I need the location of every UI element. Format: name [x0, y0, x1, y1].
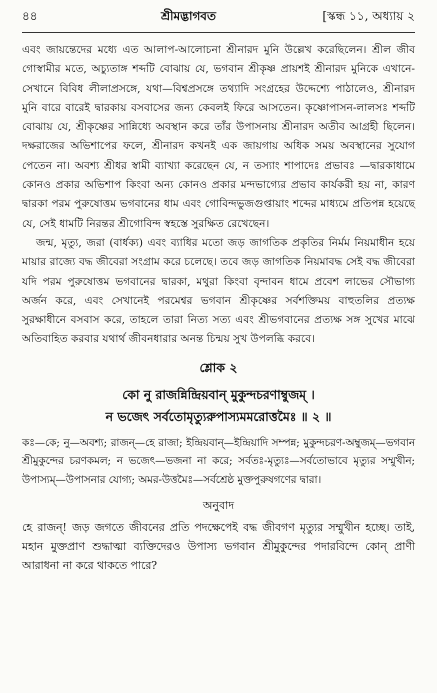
page-header — [22, 8, 415, 30]
verse-line-2: ন ভজেৎ সর্বতোমৃত্যুরুপাস্যমমরোত্তমৈঃ ॥ ২ ॥ — [105, 408, 332, 424]
purport-paragraph-1: এবং জায়ন্তেদের মধ্যে এত আলাপ-আলোচনা শ্রীনারদ মুনি উল্লেখ করেছিলেন। শ্রীল জীব গোস্বামীর মতে, অচ্যুতাঙ্গ শব্দটি বোঝায় যে, ভগবান শ্রীকৃষ্ণ প্রায়শই শ্রীনারদ মুনিকে এখানে-সেখানে বিবিধ লীলাপ্রসঙ্গে, যথা—বিশ্বপ্রসঙ্গে তথ্যাদি সংগ্রহের উদ্দেশ্যে পাঠালেও, শ্রীনারদ মুনি বারে বারেই দ্বারকায় বসবাসের জন্য কেবলই ফিরে আসতেন। কৃষ্ণোপাসন-লালসঃ শব্দটি বোঝায় যে, শ্রীকৃষ্ণের সান্নিধ্যে অবস্থান করে তাঁর উপাসনায় শ্রীনারদ অতীব আগ্রহী ছিলেন। দক্ষরাজের অভিশাপের ফলে, শ্রীনারদ কখনই এক জায়গায় অধিক সময় অবস্থানের সুযোগ পেতেন না। অবশ্য শ্রীধর স্বামী ব্যাখ্যা করেছেন যে, ন তস্যাং শাপাদেঃ প্রভাবঃ —দ্বারকাধামে কোনও প্রকার অভিশাপ কিংবা অন্য কোনও প্রকার মন্দভাগ্যের প্রভাব কার্যকরী হয় না, কারণ দ্বারকা পরম পুরুষোত্তম ভগবানের ধাম এবং গোবিন্দভুজগুপ্তায়াং শব্দের মাধ্যমে প্রতিপন্ন হয়েছে যে, সেই ধামটি নিরন্তর শ্রীগোবিন্দ স্বহস্তে সুরক্ষিত রেখেছেন। — [22, 44, 415, 230]
verse-line-1: কো নু রাজন্নিন্দ্রিয়বান্ মুকুন্দচরণাম্বুজম্ । — [122, 386, 315, 402]
header-divider — [22, 32, 415, 33]
purport-paragraph-2: জন্ম, মৃত্যু, জরা (বার্ধক্য) এবং ব্যাধির মতো জড় জাগতিক প্রকৃতির নির্মম নিয়মাধীন হয়ে মায়ার রাজ্যে বদ্ধ জীবেরা সংগ্রাম করে চলেছে। তবে জড় জাগতিক নিয়মাবদ্ধ সেই বদ্ধ জীবেরা যদি পরম পুরুষোত্তম ভগবানের দ্বারকা, মথুরা কিংবা বৃন্দাবন ধামে প্রবেশ লাভের সৌভাগ্য অর্জন করে, এবং সেখানেই পরমেশ্বর ভগবান শ্রীকৃষ্ণের সর্বশক্তিময় বাহুতলির প্রত্যক্ষ সুরক্ষাধীনে বসবাস করে, তাহলে তারা নিত্য সত্য এবং শ্রীভগবানের প্রত্যক্ষ সঙ্গ সুখের মাঝে অতিবাহিত করবার যথার্থ জীবনধারার অনন্ত চিন্ময় সুখ উপলব্ধি করবে। — [22, 236, 415, 346]
translation-heading: অনুবাদ — [202, 498, 235, 512]
synonyms-text: কঃ—কে; নু—অবশ্য; রাজন্—হে রাজা; ইন্দ্রিয়বান্—ইন্দ্রিয়াদি সম্পন্ন; মুকুন্দচরণ-অম্বুজম্—ভগবান শ্রীমুকুন্দের চরণকমল; ন ভজেৎ—ভজনা না করে; সর্বতঃ-মৃত্যুঃ—সর্বতোভাবে মৃত্যুর সম্মুখীন; উপাস্যম্—উপাসনার যোগ্য; অমর-উত্তমৈঃ—সর্বশ্রেষ্ঠ মুক্তপুরুষগণের দ্বারা। — [22, 436, 415, 486]
book-title: শ্রীমদ্ভাগবত — [160, 9, 216, 23]
section-label: [স্কন্ধ ১১, অধ্যায় ২ — [322, 9, 415, 23]
verse-heading: শ্লোক ২ — [199, 359, 238, 375]
page-number: ৪৪ — [22, 9, 38, 23]
translation-text: হে রাজন্! জড় জগতে জীবনের প্রতি পদক্ষেপেই বদ্ধ জীবগণ মৃত্যুর সম্মুখীন হচ্ছে। তাই, মহান মুক্তপ্রাণ শুদ্ধাত্মা ব্যক্তিদেরও উপাস্য ভগবান শ্রীমুকুন্দের পদারবিন্দে কোন্ প্রাণী আরাধনা না করে থাকতে পারে? — [22, 520, 415, 572]
